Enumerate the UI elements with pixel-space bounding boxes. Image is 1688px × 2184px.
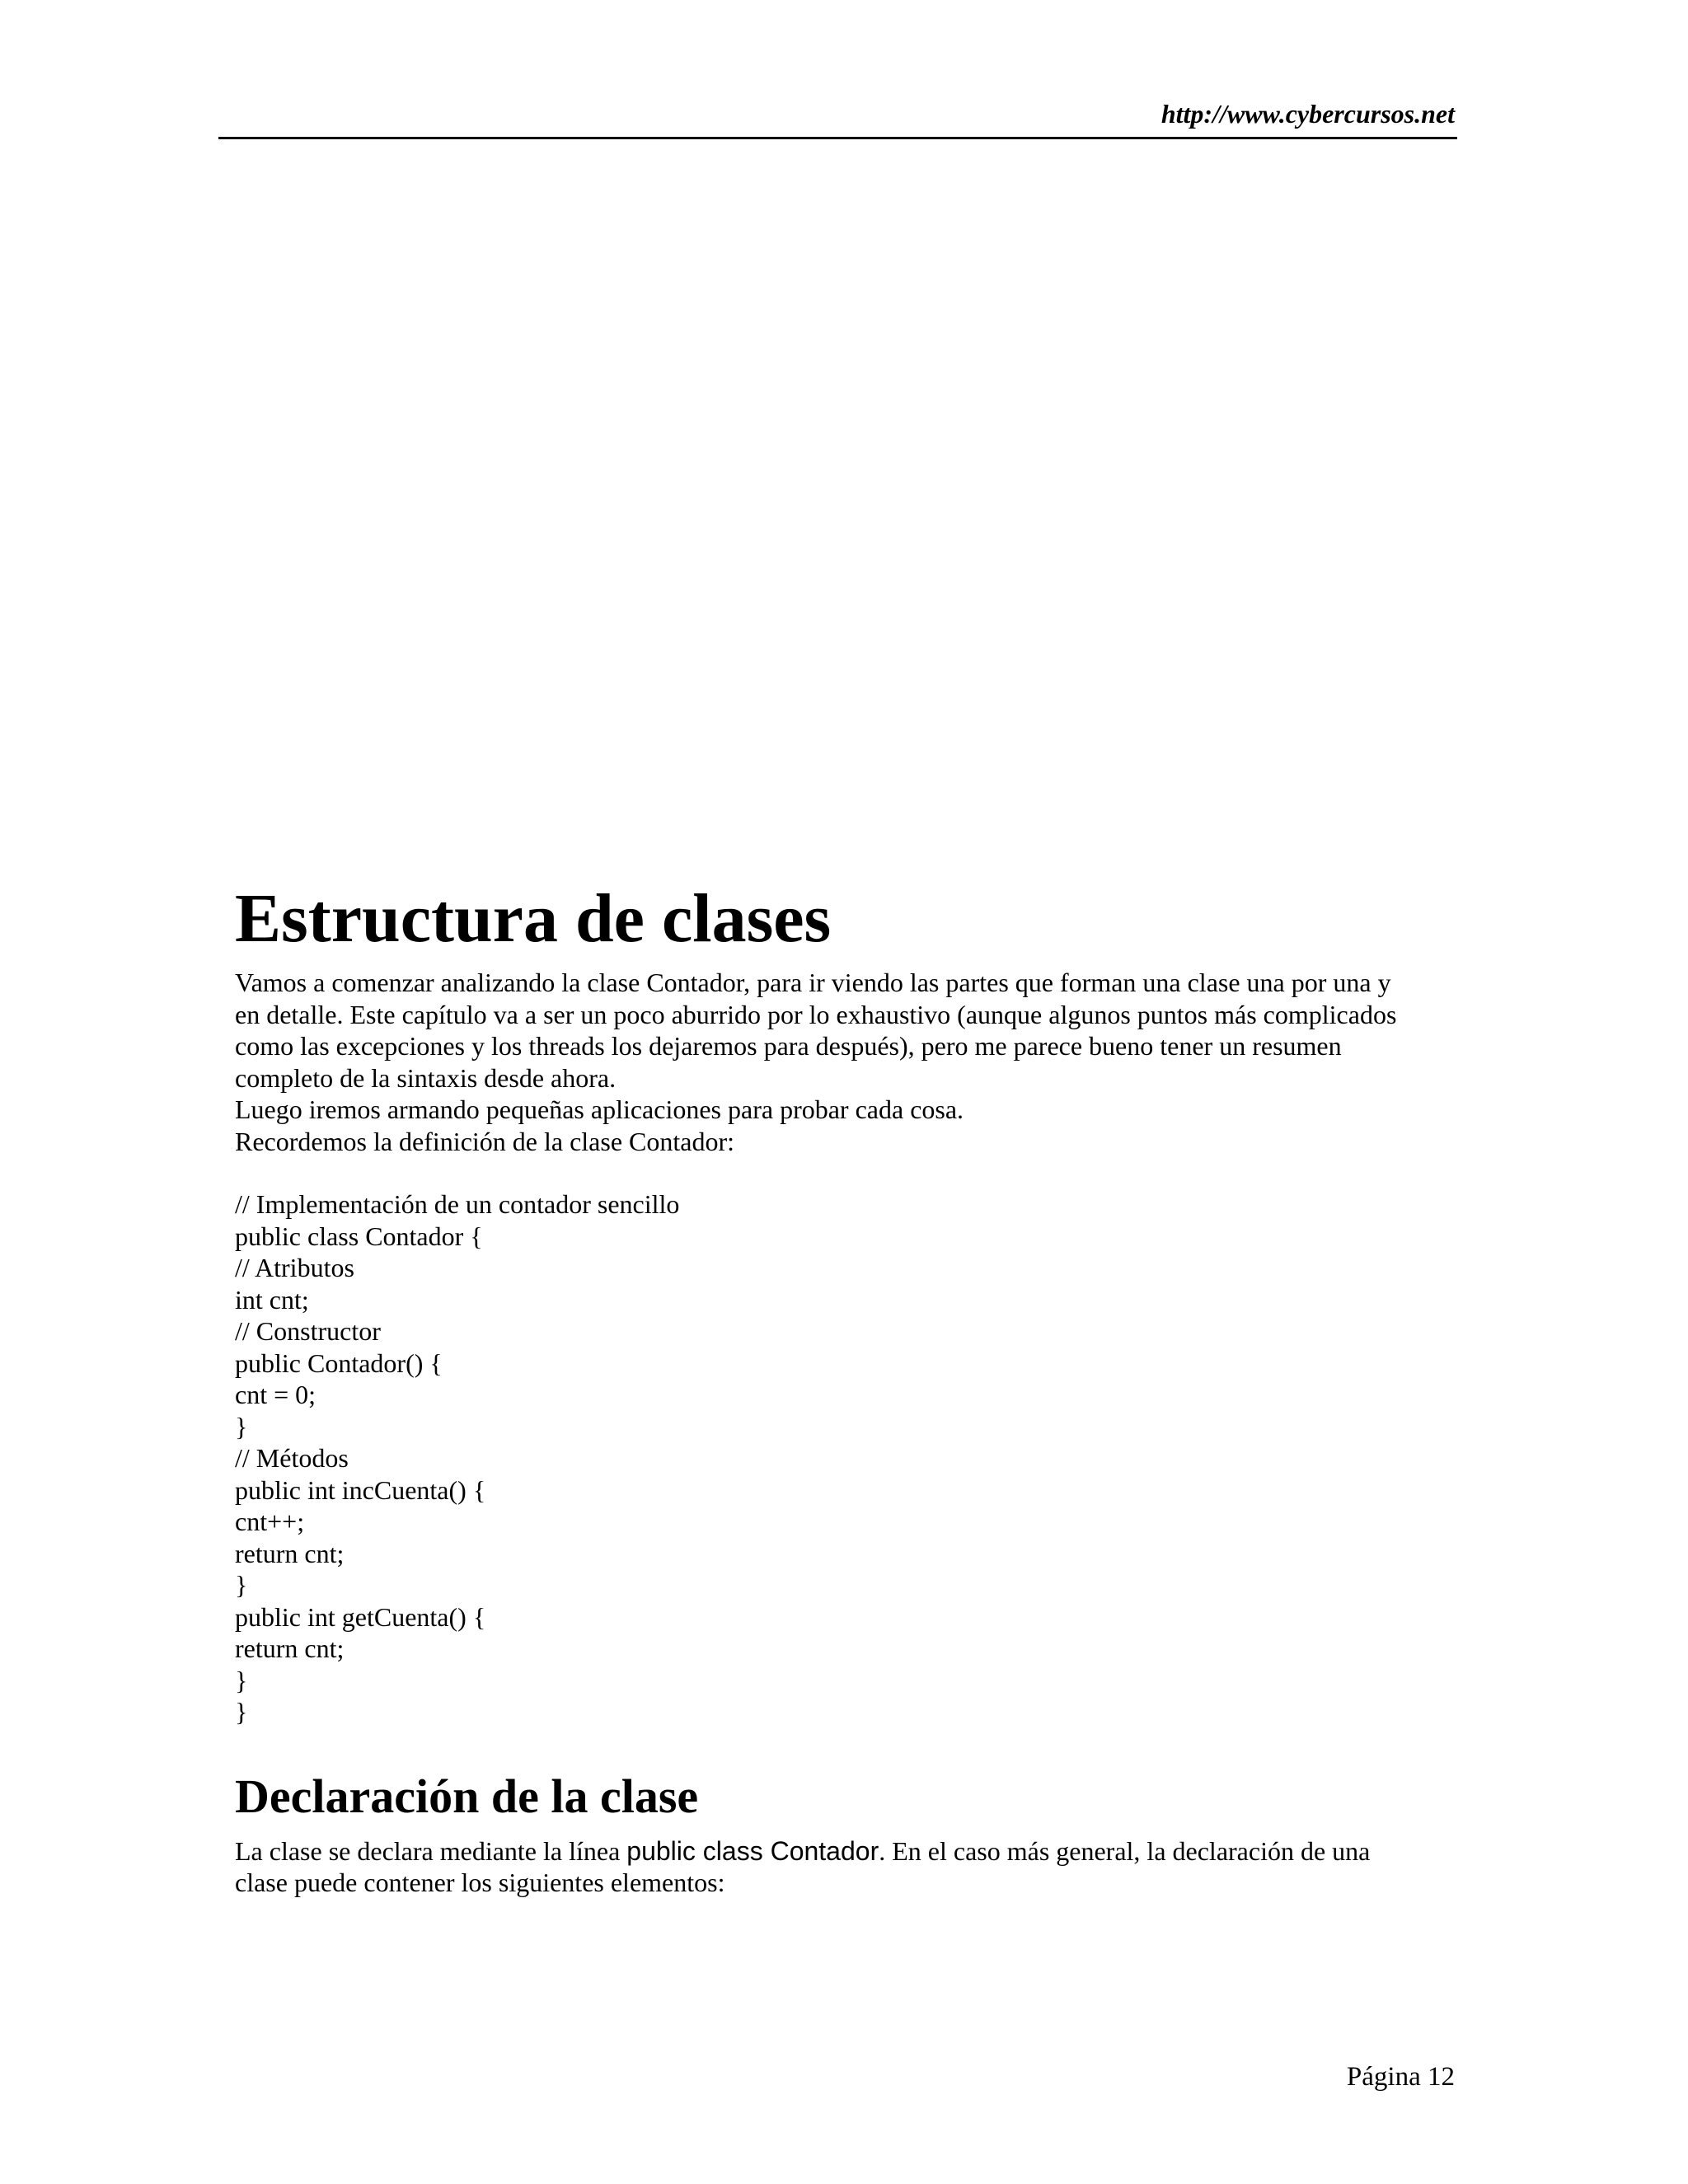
code-line: int cnt; xyxy=(235,1284,309,1315)
intro-line: Vamos a comenzar analizando la clase Contador, para ir viendo las partes que forman una clase una por una y xyxy=(235,968,1391,997)
declaration-line: clase puede contener los siguientes elementos: xyxy=(235,1868,725,1897)
intro-line: como las excepciones y los threads los dejaremos para después), pero me parece bueno tener un resumen xyxy=(235,1031,1342,1061)
code-line: public int incCuenta() { xyxy=(235,1474,486,1505)
code-line: // Atributos xyxy=(235,1253,354,1282)
code-line: } xyxy=(235,1665,248,1695)
intro-paragraph xyxy=(235,967,1455,1157)
header-url: http://www.cybercursos.net xyxy=(1160,99,1455,129)
code-line: public class Contador { xyxy=(235,1221,483,1251)
code-listing xyxy=(235,1188,1455,1728)
declaration-line xyxy=(235,1835,1455,1868)
code-line: public int getCuenta() { xyxy=(235,1601,486,1632)
code-line: public Contador() { xyxy=(235,1347,443,1378)
code-line: cnt = 0; xyxy=(235,1380,316,1409)
code-line: return cnt; xyxy=(235,1633,345,1663)
intro-line: Recordemos la definición de la clase Contador: xyxy=(235,1126,735,1156)
intro-line: Luego iremos armando pequeñas aplicaciones para probar cada cosa. xyxy=(235,1094,964,1124)
declaration-text-after: . En el caso más general, la declaración de una xyxy=(879,1835,1371,1866)
code-line: // Métodos xyxy=(235,1443,349,1473)
code-line: } xyxy=(235,1697,248,1727)
code-line: } xyxy=(235,1570,248,1600)
inline-code: public class Contador xyxy=(626,1835,879,1866)
page-number: Página 12 xyxy=(1346,2062,1455,2092)
section-title: Estructura de clases xyxy=(235,880,832,957)
code-line: cnt++; xyxy=(235,1507,305,1536)
declaration-text-before: La clase se declara mediante la línea xyxy=(235,1835,627,1866)
header-divider xyxy=(218,137,1457,139)
declaration-paragraph xyxy=(235,1835,1455,1899)
code-line: // Implementación de un contador sencillo xyxy=(235,1189,680,1219)
code-line: return cnt; xyxy=(235,1538,345,1568)
subsection-title: Declaración de la clase xyxy=(235,1769,699,1823)
page-content xyxy=(235,878,1455,1899)
intro-line: en detalle. Este capítulo va a ser un poco aburrido por lo exhaustivo (aunque algunos puntos más complicados xyxy=(235,999,1397,1029)
code-line: // Constructor xyxy=(235,1316,381,1346)
code-line: } xyxy=(235,1411,248,1441)
intro-line: completo de la sintaxis desde ahora. xyxy=(235,1062,617,1093)
